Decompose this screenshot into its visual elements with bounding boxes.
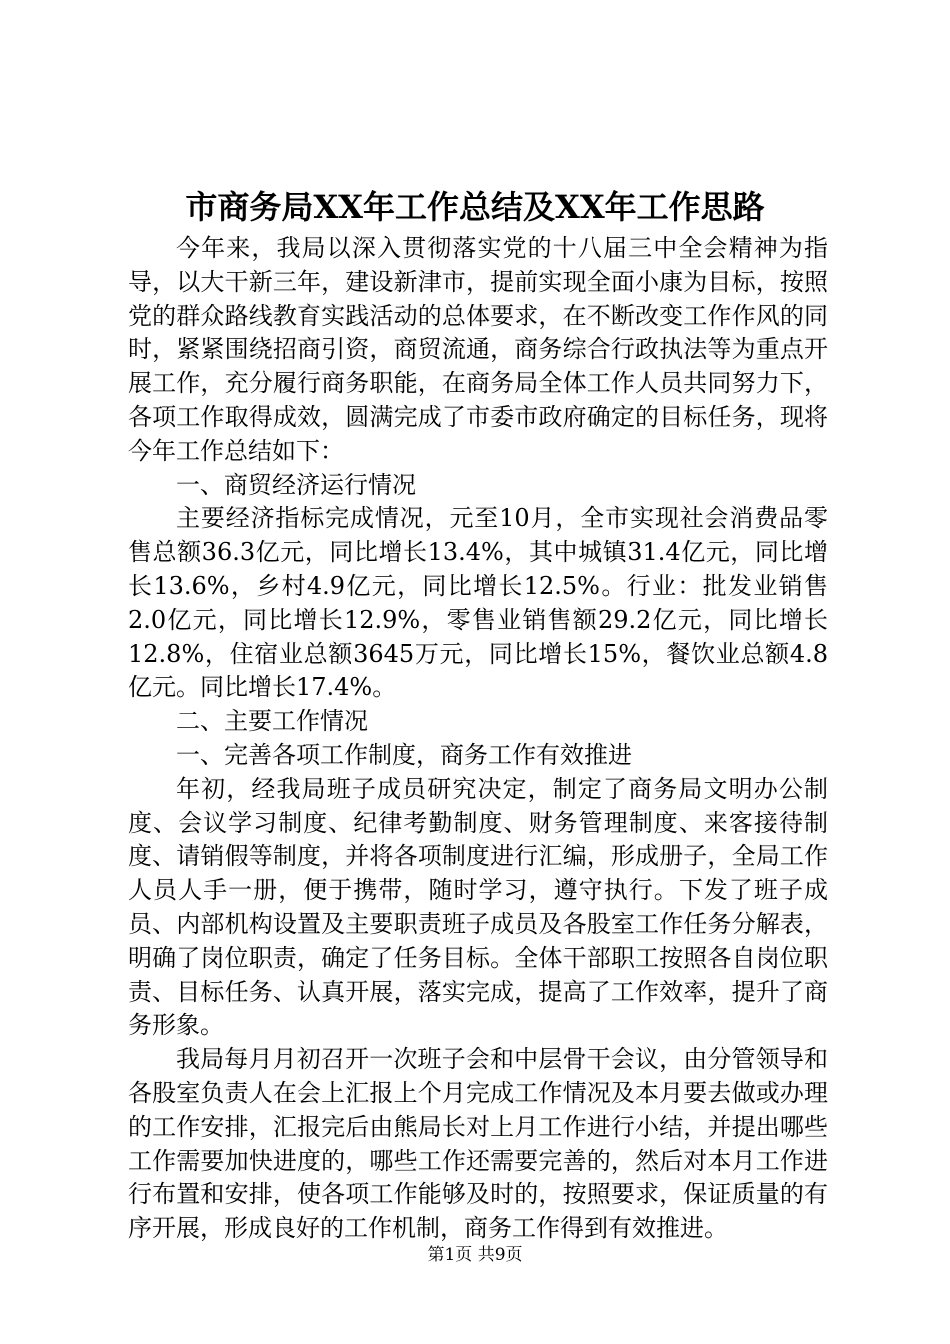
document-body [128, 232, 828, 1246]
section-heading-work: 二、主要工作情况 [176, 707, 368, 736]
document-title: 市商务局XX年工作总结及XX年工作思路 [185, 188, 765, 226]
systems-paragraph: 年初，经我局班子成员研究决定，制定了商务局文明办公制度、会议学习制度、纪律考勤制度、财务管理制度、来客接待制度、请销假等制度，并将各项制度进行汇编，形成册子，全局工作人员人手一册，便于携带，随时学习，遵守执行。下发了班子成员、内部机构设置及主要职责班子成员及各股室工作任务分解表，明确了岗位职责，确定了任务目标。全体干部职工按照各自岗位职责、目标任务、认真开展，落实完成，提高了工作效率，提升了商务形象。 [128, 774, 828, 1040]
subsection-heading-systems: 一、完善各项工作制度，商务工作有效推进 [176, 740, 632, 769]
section-heading-economy: 一、商贸经济运行情况 [176, 470, 416, 499]
economy-paragraph: 主要经济指标完成情况，元至10月，全市实现社会消费品零售总额36.3亿元，同比增长13.4%，其中城镇31.4亿元，同比增长13.6%，乡村4.9亿元，同比增长12.5%。行业：批发业销售2.0亿元，同比增长12.9%，零售业销售额29.2亿元，同比增长12.8%，住宿业总额3645万元，同比增长15%，餐饮业总额4.8亿元。同比增长17.4%。 [128, 504, 828, 702]
intro-paragraph: 今年来，我局以深入贯彻落实党的十八届三中全会精神为指导，以大干新三年，建设新津市，提前实现全面小康为目标，按照党的群众路线教育实践活动的总体要求，在不断改变工作作风的同时，紧紧围绕招商引资，商贸流通，商务综合行政执法等为重点开展工作，充分履行商务职能，在商务局全体工作人员共同努力下，各项工作取得成效，圆满完成了市委市政府确定的目标任务，现将今年工作总结如下： [128, 234, 828, 465]
meetings-paragraph: 我局每月月初召开一次班子会和中层骨干会议，由分管领导和各股室负责人在会上汇报上个月完成工作情况及本月要去做或办理的工作安排，汇报完后由熊局长对上月工作进行小结，并提出哪些工作需要加快进度的，哪些工作还需要完善的，然后对本月工作进行布置和安排，使各项工作能够及时的，按照要求，保证质量的有序开展，形成良好的工作机制，商务工作得到有效推进。 [128, 1045, 828, 1243]
page-number-footer: 第1页 共9页 [427, 1245, 523, 1265]
